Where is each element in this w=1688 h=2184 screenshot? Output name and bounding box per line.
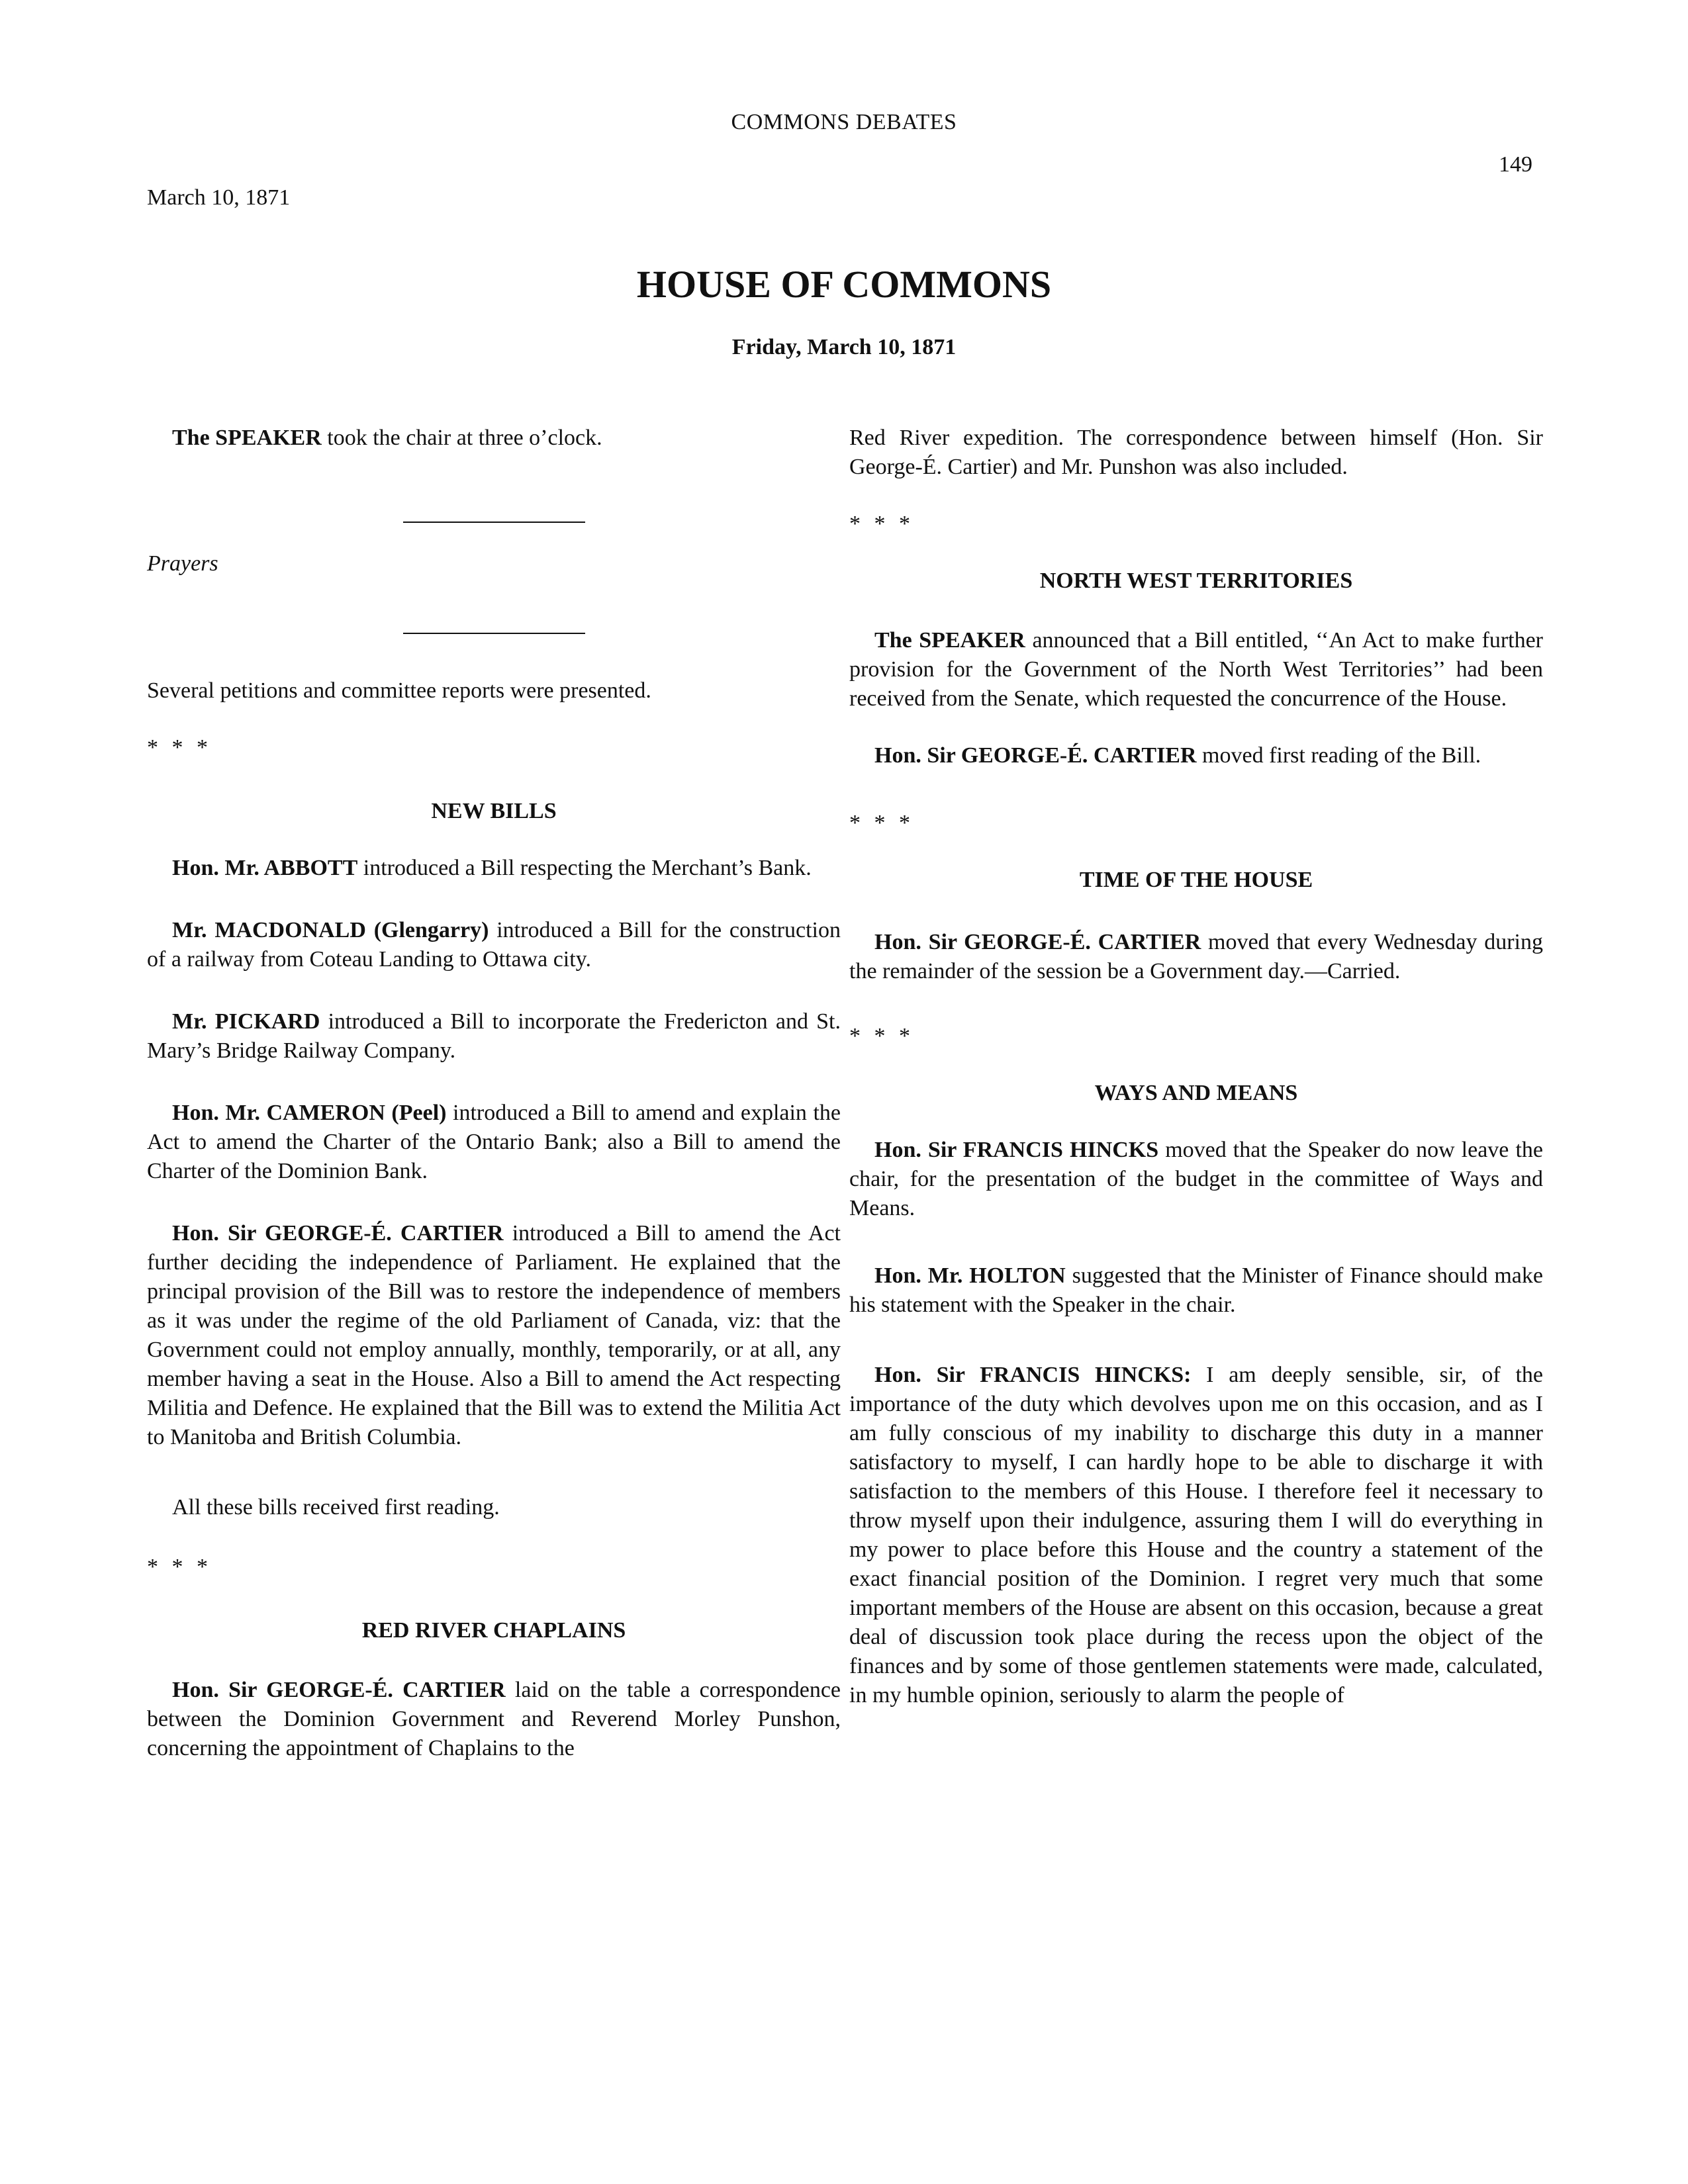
section-heading: RED RIVER CHAPLAINS [361,1618,626,1643]
section-heading: WAYS AND MEANS [1094,1081,1298,1105]
paragraph-text: announced that a Bill entitled, ‘‘An Act to make further provision for the Government of the North West Territories’’ had been received from the Senate, which requested the concurrence of the House. [849,628,1543,711]
paragraph [147,854,841,883]
left-column [147,424,841,1763]
speaker-name: The SPEAKER [172,426,322,450]
paragraph-text: moved that the Speaker do now leave the chair, for the presentation of the budget in the committee of Ways and Means. [849,1138,1544,1220]
paragraph [147,1099,841,1186]
section-heading: TIME OF THE HOUSE [1079,868,1313,892]
paragraph-text: introduced a Bill respecting the Merchant’s Bank. [357,856,812,880]
paragraph [849,928,1543,986]
page-date: March 10, 1871 [147,185,291,210]
right-column [849,424,1543,1710]
paragraph: Several petitions and committee reports were presented. [147,678,651,703]
paragraph [849,1361,1543,1710]
speaker-name: Mr. PICKARD [172,1009,320,1034]
paragraph-text: took the chair at three o’clock. [321,426,602,450]
paragraph [147,1007,841,1066]
paragraph: All these bills received first reading. [172,1495,500,1520]
speaker-name: Hon. Sir GEORGE-É. CARTIER [172,1221,504,1246]
paragraph [849,1136,1543,1223]
speaker-name: Hon. Mr. ABBOTT [172,856,358,880]
divider [147,502,841,531]
paragraph-text: introduced a Bill to incorporate the Fredericton and St. Mary’s Bridge Railway Company. [147,1009,841,1063]
paragraph-text: suggested that the Minister of Finance should make his statement with the Speaker in the chair. [849,1263,1543,1317]
section-label: Prayers [147,551,218,576]
page-title: HOUSE OF COMMONS [636,263,1052,306]
speaker-name: Hon. Sir FRANCIS HINCKS [874,1138,1159,1162]
section-separator: * * * [147,1555,212,1579]
divider [147,613,841,642]
paragraph [849,626,1543,713]
sitting-date: Friday, March 10, 1871 [731,335,957,359]
paragraph-text: I am deeply sensible, sir, of the importance of the duty which devolves upon me on this occasion, and as I am fully conscious of my inability to discharge this duty in a manner satisfactory to myself, I can hardly hope to be able to discharge it with satisfaction to the members of this House. I therefore feel it necessary to throw myself upon their indulgence, assuring them I will do everything in my power to place before this House and the country a statement of the exact financial position of the Dominion. I regret very much that some important members of the House are absent on this occasion, because a great deal of discussion took place during the recess upon the object of the finances and by some of those gentlemen statements were made, calculated, in my humble opinion, seriously to alarm the people of [849,1363,1543,1707]
paragraph [849,1261,1543,1320]
speaker-name: The SPEAKER [874,628,1025,653]
paragraph-text: moved first reading of the Bill. [1196,743,1481,768]
speaker-name: Hon. Sir GEORGE-É. CARTIER [874,930,1201,954]
section-separator: * * * [849,811,914,835]
speaker-name: Hon. Mr. HOLTON [874,1263,1066,1288]
speaker-name: Hon. Sir GEORGE-É. CARTIER [172,1678,506,1702]
paragraph-text: moved that every Wednesday during the remainder of the session be a Government day.—Carried. [849,930,1543,983]
paragraph-text: introduced a Bill to amend the Act further deciding the independence of Parliament. He explained that the principal provision of the Bill was to restore the independence of members as it was under the regime of the old Parliament of Canada, viz: that the Government could not employ annually, monthly, temporarily, or at all, any member having a seat in the House. Also a Bill to amend the Act respecting Militia and Defence. He explained that the Bill was to extend the Militia Act to Manitoba and British Columbia. [147,1221,841,1449]
paragraph: Red River expedition. The correspondence between himself (Hon. Sir George-É. Cartier) and Mr. Punshon was also included. [849,426,1543,479]
paragraph [147,1219,841,1452]
section-separator: * * * [849,1024,914,1048]
paragraph [849,741,1543,770]
speaker-name: Hon. Mr. CAMERON (Peel) [172,1101,447,1125]
running-head: COMMONS DEBATES [731,110,957,134]
paragraph [147,916,841,974]
paragraph-text: introduced a Bill for the construction of a railway from Coteau Landing to Ottawa city. [147,918,841,972]
paragraph-text: introduced a Bill to amend and explain the Act to amend the Charter of the Ontario Bank; also a Bill to amend the Charter of the Dominion Bank. [147,1101,841,1183]
page-number: 149 [1499,152,1532,177]
section-heading: NORTH WEST TERRITORIES [1039,569,1353,593]
speaker-name: Mr. MACDONALD (Glengarry) [172,918,489,942]
section-separator: * * * [147,735,212,760]
section-heading: NEW BILLS [431,799,557,823]
speaker-name: Hon. Sir GEORGE-É. CARTIER [874,743,1197,768]
section-separator: * * * [849,512,914,536]
paragraph-text: laid on the table a correspondence between the Dominion Government and Reverend Morley Punshon, concerning the appointment of Chaplains to the [147,1678,841,1760]
paragraph [147,1676,841,1763]
speaker-name: Hon. Sir FRANCIS HINCKS: [874,1363,1192,1387]
paragraph [147,424,841,453]
